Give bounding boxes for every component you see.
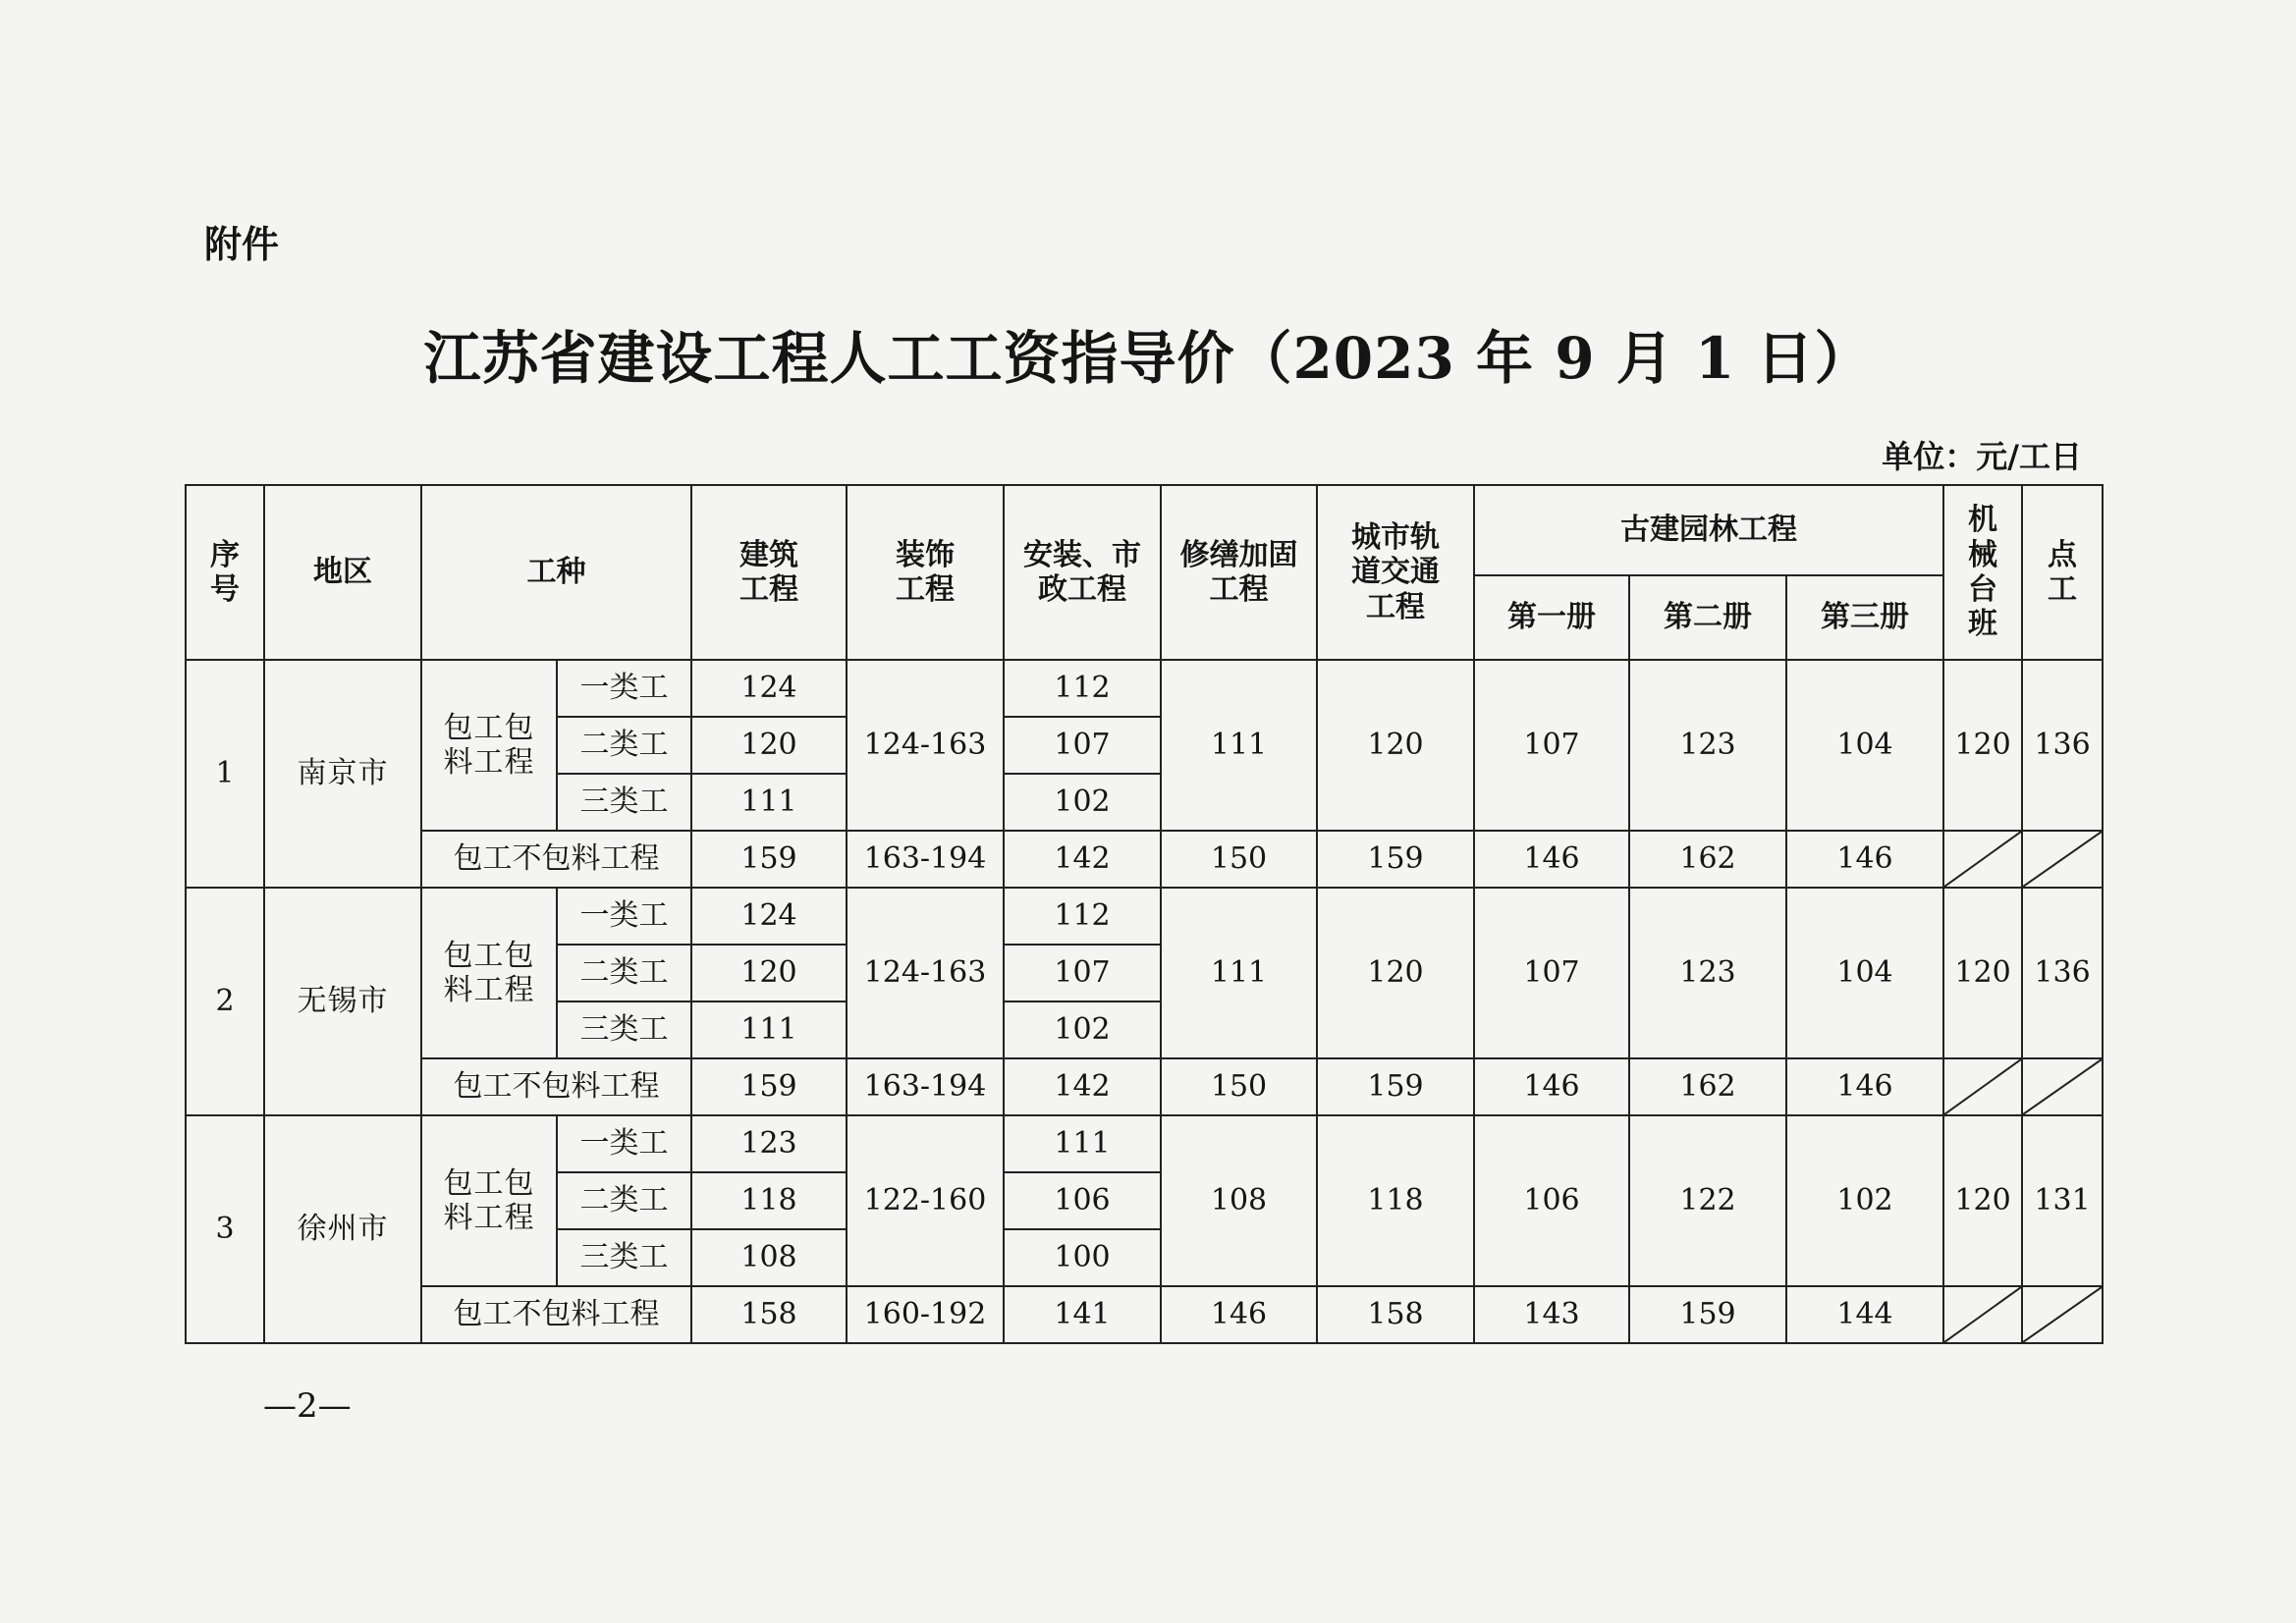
building-cell: 118 xyxy=(691,1172,847,1229)
vol3-cell: 104 xyxy=(1786,660,1943,831)
decoration-cell: 124-163 xyxy=(847,660,1004,831)
install-cell: 106 xyxy=(1004,1172,1161,1229)
header-trade: 工种 xyxy=(421,485,691,660)
class-cell: 二类工 xyxy=(557,1172,691,1229)
decoration-cell: 163-194 xyxy=(847,1058,1004,1115)
header-ancient-garden: 古建园林工程 xyxy=(1474,485,1943,575)
header-region: 地区 xyxy=(264,485,421,660)
vol3-cell: 102 xyxy=(1786,1115,1943,1286)
repair-cell: 146 xyxy=(1161,1286,1317,1343)
decoration-cell: 124-163 xyxy=(847,888,1004,1058)
page-number: —2— xyxy=(263,1386,352,1426)
group-label-cell: 包工包料工程 xyxy=(421,888,557,1058)
decoration-cell: 163-194 xyxy=(847,831,1004,888)
class-cell: 一类工 xyxy=(557,1115,691,1172)
rail-cell: 158 xyxy=(1317,1286,1474,1343)
vol2-cell: 162 xyxy=(1629,831,1786,888)
point-cell: 136 xyxy=(2022,660,2103,831)
rail-cell: 118 xyxy=(1317,1115,1474,1286)
vol1-cell: 146 xyxy=(1474,1058,1629,1115)
vol3-cell: 146 xyxy=(1786,1058,1943,1115)
region-cell: 无锡市 xyxy=(264,888,421,1115)
install-cell: 142 xyxy=(1004,831,1161,888)
building-cell: 158 xyxy=(691,1286,847,1343)
vol3-cell: 144 xyxy=(1786,1286,1943,1343)
region-cell: 南京市 xyxy=(264,660,421,888)
empty-diagonal-cell xyxy=(1943,1058,2022,1115)
vol1-cell: 107 xyxy=(1474,888,1629,1058)
class-cell: 二类工 xyxy=(557,945,691,1001)
table-row xyxy=(186,1115,2103,1172)
building-cell: 111 xyxy=(691,774,847,831)
rail-cell: 120 xyxy=(1317,888,1474,1058)
point-cell: 131 xyxy=(2022,1115,2103,1286)
install-cell: 107 xyxy=(1004,945,1161,1001)
decoration-cell: 122-160 xyxy=(847,1115,1004,1286)
class-cell: 三类工 xyxy=(557,1229,691,1286)
building-cell: 120 xyxy=(691,717,847,774)
vol3-cell: 104 xyxy=(1786,888,1943,1058)
repair-cell: 150 xyxy=(1161,831,1317,888)
building-cell: 124 xyxy=(691,888,847,945)
empty-diagonal-cell xyxy=(1943,831,2022,888)
labor-only-label-cell: 包工不包料工程 xyxy=(421,831,691,888)
repair-cell: 111 xyxy=(1161,660,1317,831)
install-cell: 102 xyxy=(1004,774,1161,831)
vol2-cell: 122 xyxy=(1629,1115,1786,1286)
rail-cell: 159 xyxy=(1317,1058,1474,1115)
install-cell: 141 xyxy=(1004,1286,1161,1343)
class-cell: 一类工 xyxy=(557,660,691,717)
header-point: 点工 xyxy=(2022,485,2103,660)
header-vol1: 第一册 xyxy=(1474,575,1629,660)
attachment-label: 附件 xyxy=(204,223,280,266)
repair-cell: 111 xyxy=(1161,888,1317,1058)
region-cell: 徐州市 xyxy=(264,1115,421,1343)
repair-cell: 150 xyxy=(1161,1058,1317,1115)
empty-diagonal-cell xyxy=(1943,1286,2022,1343)
vol3-cell: 146 xyxy=(1786,831,1943,888)
rail-cell: 159 xyxy=(1317,831,1474,888)
table-row xyxy=(186,1286,2103,1343)
machine-cell: 120 xyxy=(1943,660,2022,831)
table-row xyxy=(186,888,2103,945)
vol2-cell: 162 xyxy=(1629,1058,1786,1115)
header-machine: 机械台班 xyxy=(1943,485,2022,660)
vol1-cell: 146 xyxy=(1474,831,1629,888)
header-install-municipal: 安装、市政工程 xyxy=(1004,485,1161,660)
table-row xyxy=(186,660,2103,717)
point-cell: 136 xyxy=(2022,888,2103,1058)
empty-diagonal-cell xyxy=(2022,831,2103,888)
unit-label: 单位：元/工日 xyxy=(1882,438,2082,475)
table-row xyxy=(186,1058,2103,1115)
install-cell: 112 xyxy=(1004,660,1161,717)
building-cell: 159 xyxy=(691,831,847,888)
header-repair: 修缮加固工程 xyxy=(1161,485,1317,660)
vol1-cell: 107 xyxy=(1474,660,1629,831)
vol2-cell: 123 xyxy=(1629,660,1786,831)
header-vol2: 第二册 xyxy=(1629,575,1786,660)
empty-diagonal-cell xyxy=(2022,1286,2103,1343)
install-cell: 142 xyxy=(1004,1058,1161,1115)
install-cell: 107 xyxy=(1004,717,1161,774)
install-cell: 111 xyxy=(1004,1115,1161,1172)
building-cell: 124 xyxy=(691,660,847,717)
header-rail: 城市轨道交通工程 xyxy=(1317,485,1474,660)
header-building: 建筑工程 xyxy=(691,485,847,660)
building-cell: 108 xyxy=(691,1229,847,1286)
building-cell: 159 xyxy=(691,1058,847,1115)
vol1-cell: 106 xyxy=(1474,1115,1629,1286)
install-cell: 102 xyxy=(1004,1001,1161,1058)
vol2-cell: 123 xyxy=(1629,888,1786,1058)
building-cell: 120 xyxy=(691,945,847,1001)
building-cell: 123 xyxy=(691,1115,847,1172)
seq-cell: 3 xyxy=(186,1115,264,1343)
class-cell: 三类工 xyxy=(557,1001,691,1058)
wage-table xyxy=(185,484,2104,1344)
vol1-cell: 143 xyxy=(1474,1286,1629,1343)
seq-cell: 2 xyxy=(186,888,264,1115)
class-cell: 三类工 xyxy=(557,774,691,831)
building-cell: 111 xyxy=(691,1001,847,1058)
header-decoration: 装饰工程 xyxy=(847,485,1004,660)
machine-cell: 120 xyxy=(1943,1115,2022,1286)
seq-cell: 1 xyxy=(186,660,264,888)
empty-diagonal-cell xyxy=(2022,1058,2103,1115)
group-label-cell: 包工包料工程 xyxy=(421,1115,557,1286)
decoration-cell: 160-192 xyxy=(847,1286,1004,1343)
class-cell: 二类工 xyxy=(557,717,691,774)
repair-cell: 108 xyxy=(1161,1115,1317,1286)
group-label-cell: 包工包料工程 xyxy=(421,660,557,831)
install-cell: 112 xyxy=(1004,888,1161,945)
header-vol3: 第三册 xyxy=(1786,575,1943,660)
labor-only-label-cell: 包工不包料工程 xyxy=(421,1058,691,1115)
labor-only-label-cell: 包工不包料工程 xyxy=(421,1286,691,1343)
install-cell: 100 xyxy=(1004,1229,1161,1286)
vol2-cell: 159 xyxy=(1629,1286,1786,1343)
rail-cell: 120 xyxy=(1317,660,1474,831)
header-seq: 序号 xyxy=(186,485,264,660)
page-title: 江苏省建设工程人工工资指导价（2023 年 9 月 1 日） xyxy=(423,325,1873,392)
machine-cell: 120 xyxy=(1943,888,2022,1058)
table-row xyxy=(186,831,2103,888)
class-cell: 一类工 xyxy=(557,888,691,945)
